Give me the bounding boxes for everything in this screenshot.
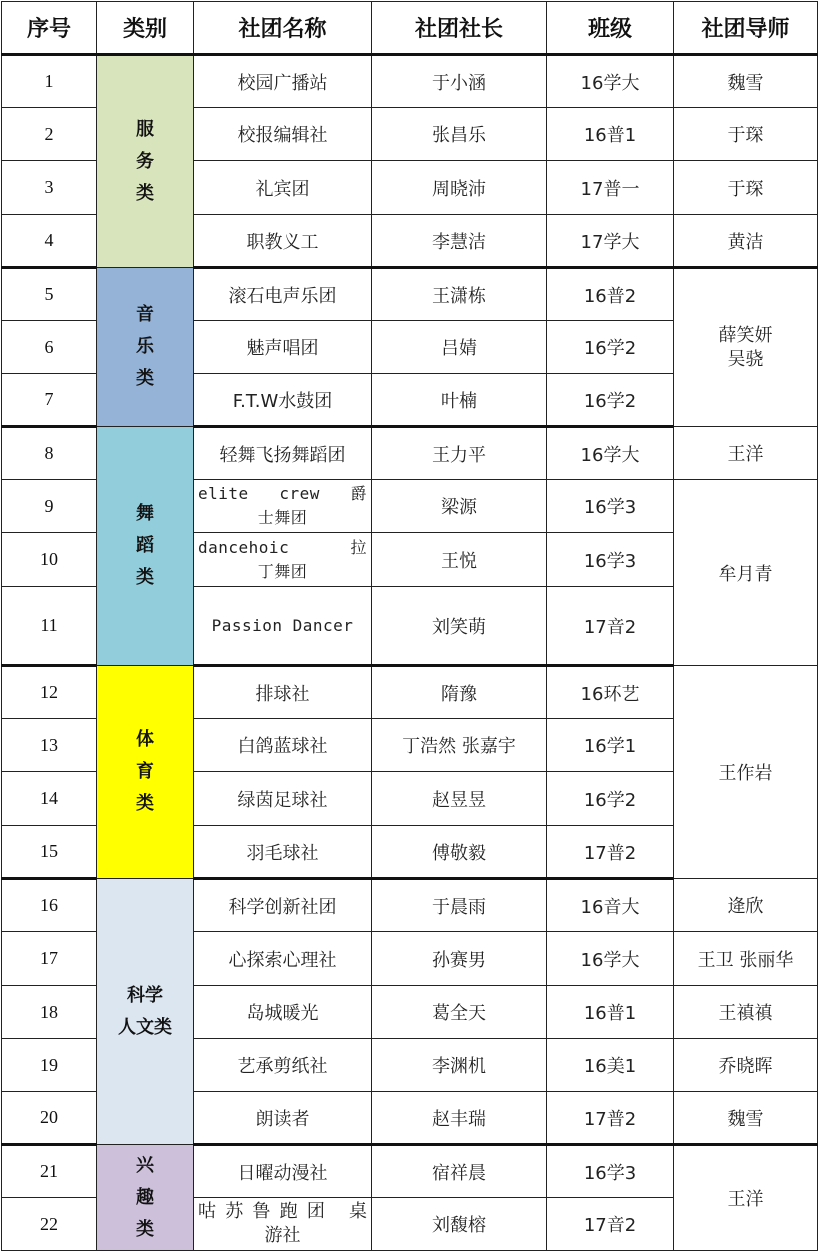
- cell-tutor: 薛笑妍 吴骁: [674, 268, 818, 427]
- cell-tutor: 于琛: [674, 161, 818, 215]
- cell-class: 16学3: [547, 480, 674, 533]
- cell-class: 17普2: [547, 1092, 674, 1145]
- table-row: [2, 666, 818, 719]
- category-label-line2: 人文类: [118, 1016, 172, 1038]
- club-table: [1, 1, 818, 1251]
- category-label: 体育类: [135, 729, 154, 814]
- table-row: [2, 268, 818, 321]
- header-leader: 社团社长: [372, 2, 547, 55]
- cell-no: 13: [2, 719, 97, 772]
- cell-name: 日曜动漫社: [194, 1145, 372, 1198]
- cell-leader: 张昌乐: [372, 108, 547, 161]
- cell-tutor: 王卫 张丽华: [674, 932, 818, 986]
- cell-class: 16学大: [547, 427, 674, 480]
- cell-leader: 吕婧: [372, 321, 547, 374]
- cell-no: 2: [2, 108, 97, 161]
- cell-leader: 于小涵: [372, 55, 547, 108]
- cell-name-line2: 游社: [264, 1225, 301, 1246]
- cell-leader: 刘笑萌: [372, 587, 547, 666]
- cell-leader: 李慧洁: [372, 215, 547, 268]
- cell-name: 岛城暖光: [194, 986, 372, 1039]
- cell-no: 20: [2, 1092, 97, 1145]
- cell-leader: 隋豫: [372, 666, 547, 719]
- table-row: [2, 879, 818, 932]
- header-name: 社团名称: [194, 2, 372, 55]
- table-row: [2, 1145, 818, 1198]
- cell-tutor: 魏雪: [674, 55, 818, 108]
- cell-name: 校园广播站: [194, 55, 372, 108]
- cell-leader: 王力平: [372, 427, 547, 480]
- cell-name-line1: elite crew 爵: [198, 484, 367, 503]
- category-music: [97, 268, 194, 427]
- category-sports: [97, 666, 194, 879]
- cell-leader: 赵丰瑞: [372, 1092, 547, 1145]
- cell-class: 16音大: [547, 879, 674, 932]
- cell-tutor: 魏雪: [674, 1092, 818, 1145]
- cell-class: 16学2: [547, 772, 674, 826]
- cell-class: 16学1: [547, 719, 674, 772]
- cell-name: 魅声唱团: [194, 321, 372, 374]
- cell-name: [194, 480, 372, 533]
- cell-no: 8: [2, 427, 97, 480]
- cell-tutor: 于琛: [674, 108, 818, 161]
- table-row: [2, 55, 818, 108]
- cell-name: 科学创新社团: [194, 879, 372, 932]
- cell-name: Passion Dancer: [194, 587, 372, 666]
- cell-class: 16环艺: [547, 666, 674, 719]
- cell-class: 16学大: [547, 932, 674, 986]
- cell-class: 16普2: [547, 268, 674, 321]
- cell-name: 职教义工: [194, 215, 372, 268]
- cell-leader: 王潇栋: [372, 268, 547, 321]
- cell-no: 21: [2, 1145, 97, 1198]
- cell-name: 绿茵足球社: [194, 772, 372, 826]
- cell-class: 17音2: [547, 1198, 674, 1251]
- cell-tutor: 王洋: [674, 1145, 818, 1251]
- cell-class: 17学大: [547, 215, 674, 268]
- cell-class: 16学3: [547, 1145, 674, 1198]
- cell-class: 16美1: [547, 1039, 674, 1092]
- table-row: [2, 427, 818, 480]
- cell-class: 16学2: [547, 321, 674, 374]
- cell-leader: 刘馥榕: [372, 1198, 547, 1251]
- cell-no: 12: [2, 666, 97, 719]
- header-row: [2, 2, 818, 55]
- cell-name: 艺承剪纸社: [194, 1039, 372, 1092]
- header-class: 班级: [547, 2, 674, 55]
- cell-no: 6: [2, 321, 97, 374]
- cell-leader: 叶楠: [372, 374, 547, 427]
- cell-no: 4: [2, 215, 97, 268]
- cell-leader: 宿祥晨: [372, 1145, 547, 1198]
- cell-no: 3: [2, 161, 97, 215]
- cell-no: 9: [2, 480, 97, 533]
- category-service: [97, 55, 194, 268]
- cell-name-line1: 咕苏鲁跑团 桌: [198, 1201, 367, 1222]
- header-no: 序号: [2, 2, 97, 55]
- cell-name-line2: 士舞团: [257, 508, 308, 527]
- cell-tutor: 王洋: [674, 427, 818, 480]
- cell-name: 白鸽蓝球社: [194, 719, 372, 772]
- cell-leader: 赵昱昱: [372, 772, 547, 826]
- cell-tutor: 牟月青: [674, 480, 818, 666]
- cell-no: 7: [2, 374, 97, 427]
- cell-leader: 于晨雨: [372, 879, 547, 932]
- cell-class: 16学2: [547, 374, 674, 427]
- cell-tutor: 乔晓晖: [674, 1039, 818, 1092]
- category-label: 舞蹈类: [135, 503, 154, 588]
- cell-name: 校报编辑社: [194, 108, 372, 161]
- cell-name: 朗读者: [194, 1092, 372, 1145]
- cell-name: 心探索心理社: [194, 932, 372, 986]
- cell-name: 礼宾团: [194, 161, 372, 215]
- cell-name: 羽毛球社: [194, 826, 372, 879]
- header-category: 类别: [97, 2, 194, 55]
- cell-no: 17: [2, 932, 97, 986]
- category-dance: [97, 427, 194, 666]
- cell-no: 10: [2, 533, 97, 587]
- cell-no: 15: [2, 826, 97, 879]
- cell-class: 17普2: [547, 826, 674, 879]
- category-science: [97, 879, 194, 1145]
- header-tutor: 社团导师: [674, 2, 818, 55]
- cell-name: 滚石电声乐团: [194, 268, 372, 321]
- cell-no: 18: [2, 986, 97, 1039]
- cell-name: 轻舞飞扬舞蹈团: [194, 427, 372, 480]
- category-label: 音乐类: [135, 304, 154, 389]
- cell-leader: 葛全天: [372, 986, 547, 1039]
- cell-class: 17普一: [547, 161, 674, 215]
- cell-leader: 傅敬毅: [372, 826, 547, 879]
- category-label: 服务类: [135, 118, 154, 204]
- cell-no: 19: [2, 1039, 97, 1092]
- cell-no: 5: [2, 268, 97, 321]
- cell-no: 16: [2, 879, 97, 932]
- cell-name: [194, 533, 372, 587]
- cell-leader: 梁源: [372, 480, 547, 533]
- cell-class: 16普1: [547, 986, 674, 1039]
- category-hobby: [97, 1145, 194, 1251]
- category-label-line1: 科学: [127, 984, 163, 1006]
- cell-tutor: 黄洁: [674, 215, 818, 268]
- cell-tutor: 王作岩: [674, 666, 818, 879]
- cell-name: 排球社: [194, 666, 372, 719]
- cell-name: [194, 1198, 372, 1251]
- cell-name-line1: dancehoic 拉: [198, 537, 367, 557]
- cell-no: 14: [2, 772, 97, 826]
- cell-no: 11: [2, 587, 97, 666]
- cell-leader: 王悦: [372, 533, 547, 587]
- cell-no: 1: [2, 55, 97, 108]
- category-label: 兴趣类: [135, 1154, 154, 1240]
- cell-tutor: 逄欣: [674, 879, 818, 932]
- cell-class: 16学大: [547, 55, 674, 108]
- cell-class: 16普1: [547, 108, 674, 161]
- cell-leader: 李渊机: [372, 1039, 547, 1092]
- cell-name: F.T.W水鼓团: [194, 374, 372, 427]
- cell-tutor: 王禛禛: [674, 986, 818, 1039]
- cell-leader: 丁浩然 张嘉宇: [372, 719, 547, 772]
- cell-name-line2: 丁舞团: [257, 561, 308, 581]
- cell-leader: 孙赛男: [372, 932, 547, 986]
- cell-class: 17音2: [547, 587, 674, 666]
- cell-leader: 周晓沛: [372, 161, 547, 215]
- cell-class: 16学3: [547, 533, 674, 587]
- cell-no: 22: [2, 1198, 97, 1251]
